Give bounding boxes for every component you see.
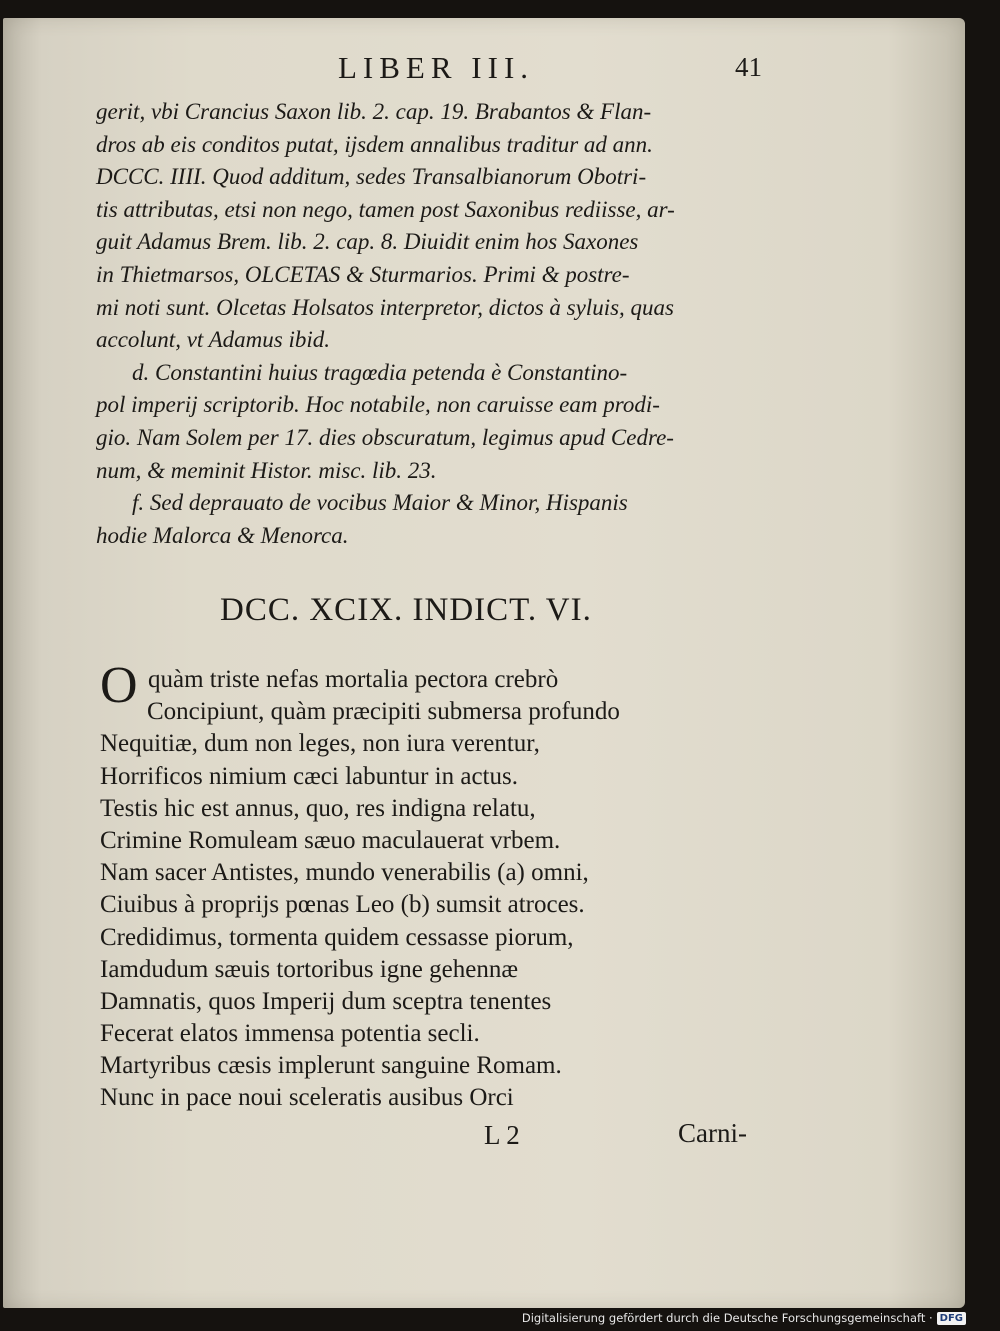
note-line: num, & meminit Histor. misc. lib. 23. (96, 457, 437, 483)
note-line: accolunt, vt Adamus ibid. (96, 327, 331, 353)
note-line: hodie Malorca & Menorca. (96, 522, 349, 548)
running-head: LIBER III. (338, 50, 535, 85)
verse-line: Fecerat elatos immensa potentia secli. (100, 1020, 480, 1048)
note-line: dros ab eis conditos putat, ijsdem annalibus traditur ad ann. (96, 131, 653, 157)
poem-verses (100, 664, 620, 1115)
verse-line: Crimine Romuleam sæuo maculauerat vrbem. (100, 826, 561, 854)
note-line: tis attributas, etsi non nego, tamen post Saxonibus rediisse, ar- (96, 196, 675, 222)
drop-capital: O (100, 657, 138, 714)
verse-line: Credidimus, tormenta quidem cessasse piorum, (100, 923, 574, 951)
verse-line: Iamdudum sæuis tortoribus igne gehennæ (100, 955, 519, 983)
verse-line: Concipiunt, quàm præcipiti submersa profundo (147, 698, 620, 726)
page-number: 41 (735, 52, 762, 82)
note-line: pol imperij scriptorib. Hoc notabile, non caruisse eam prodi- (96, 392, 660, 418)
verse-line: Nequitiæ, dum non leges, non iura verentur, (100, 730, 540, 758)
verse-line: quàm triste nefas mortalia pectora crebrò (148, 666, 559, 693)
verse-line: Ciuibus à proprijs pœnas Leo (b) sumsit atroces. (100, 891, 585, 919)
verse-line: Nunc in pace noui sceleratis ausibus Orci (100, 1084, 514, 1112)
verse-line: Damnatis, quos Imperij dum sceptra tenentes (100, 987, 552, 1015)
verse-line: Nam sacer Antistes, mundo venerabilis (a) omni, (100, 859, 589, 887)
note-line: f. Sed deprauato de vocibus Maior & Minor, Hispanis (132, 490, 628, 516)
note-line: d. Constantini huius tragœdia petenda è Constantino- (132, 359, 628, 385)
digitization-credit (522, 1307, 966, 1329)
year-heading: DCC. XCIX. INDICT. VI. (220, 592, 592, 628)
verse-line: Horrificos nimium cæci labuntur in actus. (100, 762, 518, 790)
credit-text: Digitalisierung gefördert durch die Deutsche Forschungsgemeinschaft · (521, 1311, 933, 1325)
dfg-logo-icon: DFG (937, 1312, 966, 1325)
commentary-notes (96, 96, 675, 552)
note-line: gio. Nam Solem per 17. dies obscuratum, legimus apud Cedre- (96, 424, 674, 450)
note-line: guit Adamus Brem. lib. 2. cap. 8. Diuidit enim hos Saxones (96, 229, 639, 255)
note-line: DCCC. IIII. Quod additum, sedes Transalbianorum Obotri- (96, 164, 647, 190)
catchword: Carni- (678, 1118, 747, 1148)
note-line: mi noti sunt. Olcetas Holsatos interpretor, dictos à syluis, quas (96, 294, 674, 320)
verse-line: Martyribus cæsis implerunt sanguine Romam. (100, 1052, 562, 1080)
note-line: gerit, vbi Crancius Saxon lib. 2. cap. 19. Brabantos & Flan- (96, 99, 652, 124)
verse-line: Testis hic est annus, quo, res indigna relatu, (100, 794, 536, 822)
note-line: in Thietmarsos, OLCETAS & Sturmarios. Primi & postre- (96, 261, 630, 287)
signature-mark: L 2 (484, 1120, 520, 1150)
